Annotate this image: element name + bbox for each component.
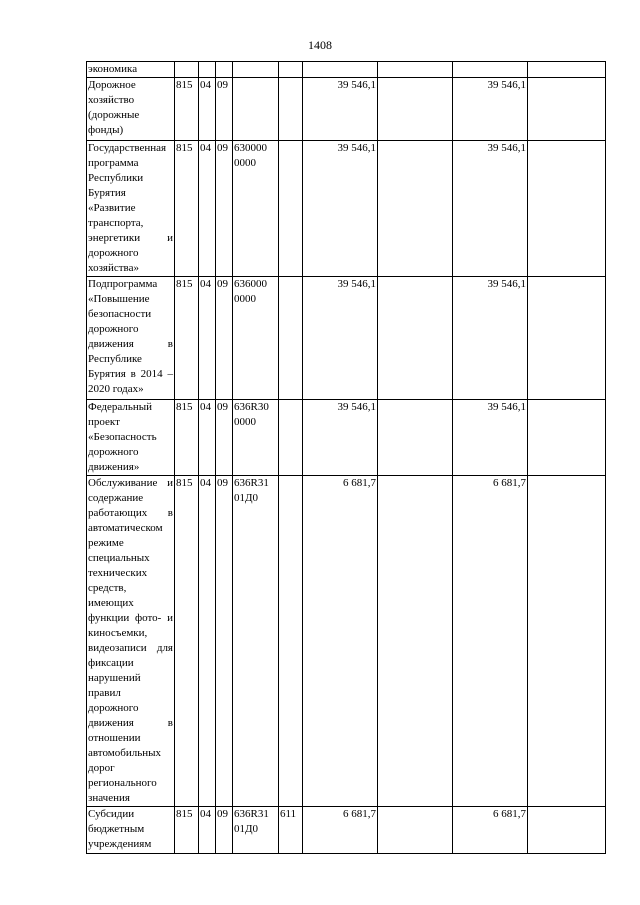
amount-1: 39 546,1 xyxy=(303,277,378,400)
expense-type-code xyxy=(279,400,303,476)
amount-3: 39 546,1 xyxy=(453,400,528,476)
amount-4 xyxy=(528,400,606,476)
amount-1: 6 681,7 xyxy=(303,807,378,854)
subsection-code: 09 xyxy=(216,277,233,400)
amount-3: 39 546,1 xyxy=(453,78,528,141)
table-row xyxy=(87,277,606,400)
amount-3: 6 681,7 xyxy=(453,476,528,807)
subsection-code: 09 xyxy=(216,476,233,807)
amount-4 xyxy=(528,277,606,400)
target-article-code: 636R31 01Д0 xyxy=(233,807,279,854)
amount-3: 6 681,7 xyxy=(453,807,528,854)
subsection-code: 09 xyxy=(216,141,233,277)
row-name: Государственная программа Республики Бурятия «Развитие транспорта, энергетики и дорожного хозяйства» xyxy=(87,141,175,277)
subsection-code xyxy=(216,62,233,78)
target-article-code xyxy=(233,62,279,78)
section-code: 04 xyxy=(199,277,216,400)
row-name: экономика xyxy=(87,62,175,78)
subsection-code: 09 xyxy=(216,400,233,476)
ministry-code: 815 xyxy=(175,807,199,854)
row-name: Субсидии бюджетным учреждениям xyxy=(87,807,175,854)
amount-1 xyxy=(303,62,378,78)
target-article-code xyxy=(233,78,279,141)
section-code: 04 xyxy=(199,807,216,854)
amount-4 xyxy=(528,807,606,854)
table-row xyxy=(87,400,606,476)
amount-2 xyxy=(378,400,453,476)
budget-table xyxy=(86,61,606,854)
target-article-code: 636R30 0000 xyxy=(233,400,279,476)
expense-type-code xyxy=(279,78,303,141)
table-row xyxy=(87,78,606,141)
amount-2 xyxy=(378,476,453,807)
ministry-code: 815 xyxy=(175,476,199,807)
section-code: 04 xyxy=(199,141,216,277)
amount-1: 39 546,1 xyxy=(303,141,378,277)
expense-type-code xyxy=(279,277,303,400)
ministry-code: 815 xyxy=(175,277,199,400)
table-row xyxy=(87,141,606,277)
amount-4 xyxy=(528,141,606,277)
amount-2 xyxy=(378,141,453,277)
amount-4 xyxy=(528,476,606,807)
ministry-code: 815 xyxy=(175,400,199,476)
section-code xyxy=(199,62,216,78)
amount-2 xyxy=(378,277,453,400)
row-name: Подпрограмма «Повышение безопасности дорожного движения в Республике Бурятия в 2014 – 2020 годах» xyxy=(87,277,175,400)
amount-4 xyxy=(528,78,606,141)
amount-1: 6 681,7 xyxy=(303,476,378,807)
subsection-code: 09 xyxy=(216,807,233,854)
amount-1: 39 546,1 xyxy=(303,400,378,476)
amount-3: 39 546,1 xyxy=(453,277,528,400)
expense-type-code: 611 xyxy=(279,807,303,854)
amount-4 xyxy=(528,62,606,78)
ministry-code: 815 xyxy=(175,78,199,141)
subsection-code: 09 xyxy=(216,78,233,141)
expense-type-code xyxy=(279,141,303,277)
section-code: 04 xyxy=(199,400,216,476)
target-article-code: 636R31 01Д0 xyxy=(233,476,279,807)
page-number: 1408 xyxy=(308,38,332,52)
table-row xyxy=(87,62,606,78)
target-article-code: 636000 0000 xyxy=(233,277,279,400)
amount-1: 39 546,1 xyxy=(303,78,378,141)
amount-3: 39 546,1 xyxy=(453,141,528,277)
table-row xyxy=(87,807,606,854)
expense-type-code xyxy=(279,62,303,78)
ministry-code: 815 xyxy=(175,141,199,277)
row-name: Обслуживание и содержание работающих в автоматическом режиме специальных технических средств, имеющих функции фото- и киносъемки, видеозаписи для фиксации нарушений правил дорожного движения в отношении автомобильных дорог регионального значения xyxy=(87,476,175,807)
expense-type-code xyxy=(279,476,303,807)
amount-2 xyxy=(378,807,453,854)
ministry-code xyxy=(175,62,199,78)
row-name: Федеральный проект «Безопасность дорожного движения» xyxy=(87,400,175,476)
amount-3 xyxy=(453,62,528,78)
section-code: 04 xyxy=(199,476,216,807)
table-row xyxy=(87,476,606,807)
row-name: Дорожное хозяйство (дорожные фонды) xyxy=(87,78,175,141)
amount-2 xyxy=(378,62,453,78)
section-code: 04 xyxy=(199,78,216,141)
amount-2 xyxy=(378,78,453,141)
target-article-code: 630000 0000 xyxy=(233,141,279,277)
